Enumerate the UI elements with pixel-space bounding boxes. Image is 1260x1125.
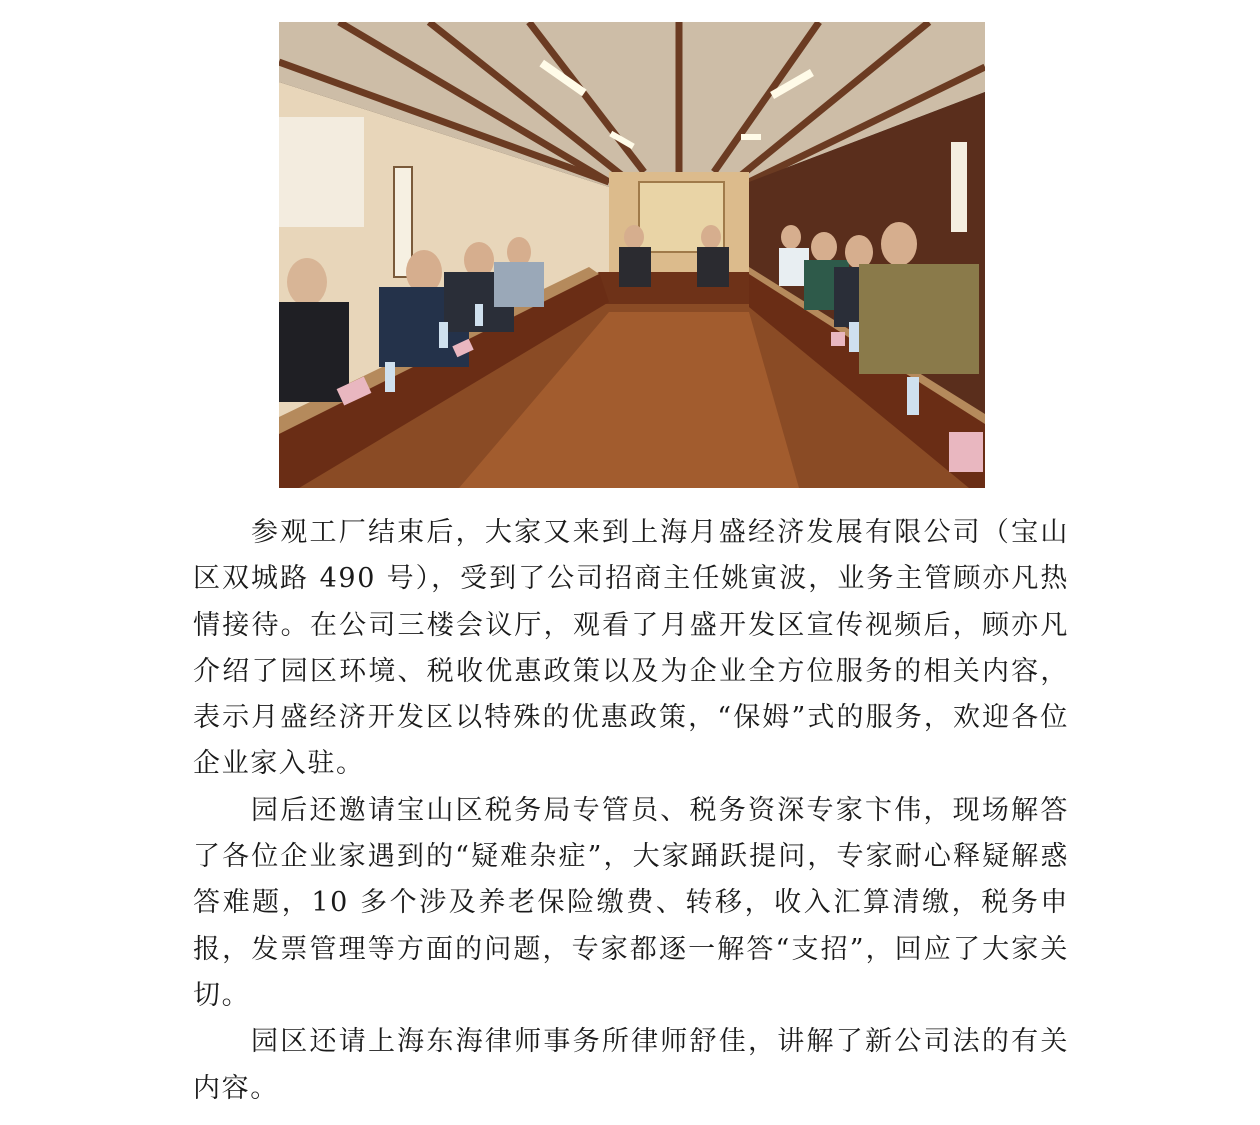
- ceiling-light: [741, 134, 761, 140]
- article-body: [193, 510, 1069, 1112]
- calligraphy-scroll-right: [951, 142, 967, 232]
- paragraph: 参观工厂结束后，大家又来到上海月盛经济发展有限公司（宝山区双城路 490 号），受到了公司招商主任姚寅波，业务主管顾亦凡热情接待。在公司三楼会议厅，观看了月盛开发区宣传视频后，顾亦凡介绍了园区环境、税收优惠政策以及为企业全方位服务的相关内容，表示月盛经济开发区以特殊的优惠政策，“保姆”式的服务，欢迎各位企业家入驻。: [193, 517, 1069, 780]
- window: [279, 117, 364, 227]
- paragraph: 园后还邀请宝山区税务局专管员、税务资深专家卞伟，现场解答了各位企业家遇到的“疑难杂症”，大家踊跃提问，专家耐心释疑解惑答难题，10 多个涉及养老保险缴费、转移，收入汇算清缴，税务申报，发票管理等方面的问题，专家都逐一解答“支招”，回应了大家关切。: [193, 794, 1069, 1011]
- meeting-room-photo: [279, 22, 985, 488]
- meeting-room-illustration: [279, 22, 985, 488]
- paragraph: 园区还请上海东海律师事务所律师舒佳，讲解了新公司法的有关内容。: [193, 1026, 1069, 1104]
